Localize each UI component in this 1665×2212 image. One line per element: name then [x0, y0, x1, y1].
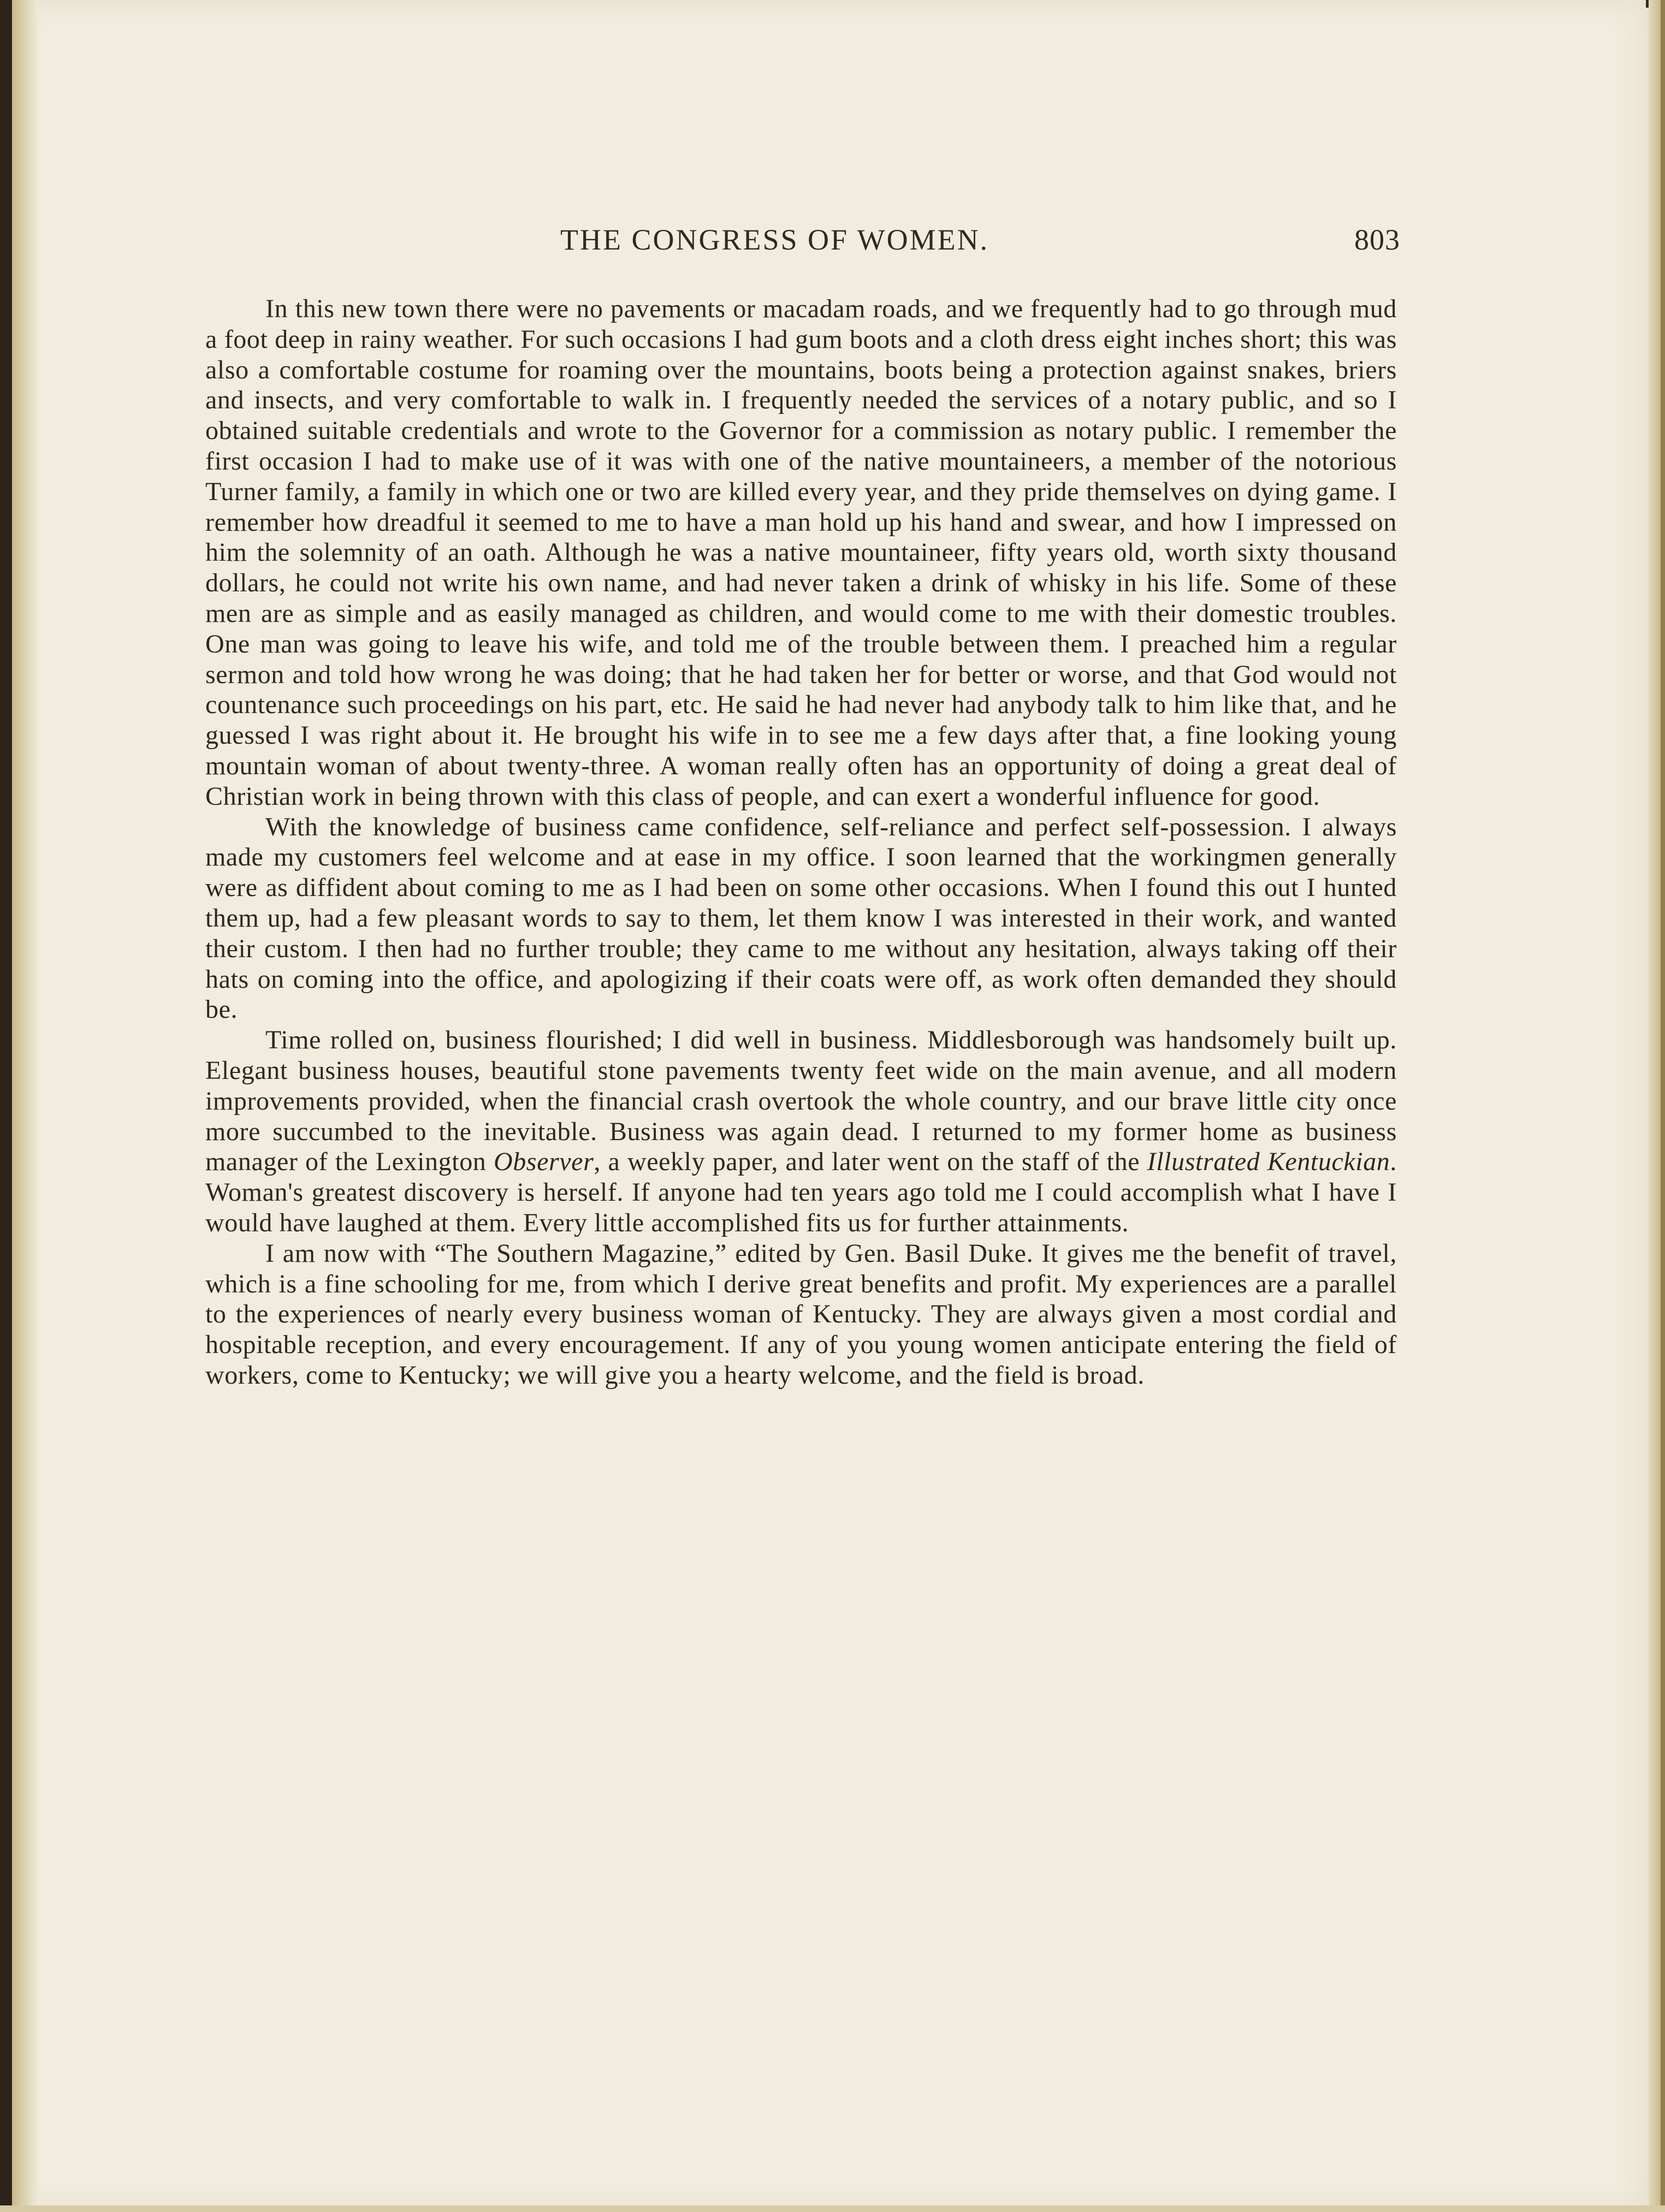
- book-page: [8, 0, 1646, 2212]
- paragraph-4: [205, 1238, 1397, 1391]
- body-text: [205, 294, 1397, 1391]
- text-run: . Woman's greatest discovery is herself. If anyone had ten years ago told me I could accomplish what I have I would have laughed at them. Every little accomplished fits us for further attainments.: [205, 1147, 1397, 1237]
- running-title: THE CONGRESS OF WOMEN.: [560, 223, 989, 256]
- running-head: [210, 223, 1400, 261]
- text-run: I am now with “The Southern Magazine,” edited by Gen. Basil Duke. It gives me the benefit of travel, which is a fine schooling for me, from which I derive great benefits and profit. My experiences are a parallel to the experiences of nearly every business woman of Kentucky. They are always given a most cordial and hospitable reception, and every encouragement. If any of you young women anticipate entering the field of workers, come to Kentucky; we will give you a hearty welcome, and the field is broad.: [205, 1238, 1397, 1390]
- paragraph-1: [205, 294, 1397, 812]
- paragraph-3: [205, 1025, 1397, 1238]
- text-run: , a weekly paper, and later went on the staff of the: [594, 1147, 1147, 1177]
- book-bottom-edge: [0, 2205, 1665, 2212]
- book-left-gutter: [12, 0, 38, 2212]
- paragraph-2: [205, 812, 1397, 1025]
- text-run: In this new town there were no pavements or macadam roads, and we frequently had to go through mud a foot deep in rainy weather. For such occasions I had gum boots and a cloth dress eight inches short; this was also a comfortable costume for roaming over the mountains, boots being a protection against snakes, briers and insects, and very comfortable to walk in. I frequently needed the services of a notary public, and so I obtained suitable credentials and wrote to the Governor for a commission as notary public. I remember the first occasion I had to make use of it was with one of the native mountaineers, a member of the notorious Turner family, a family in which one or two are killed every year, and they pride themselves on dying game. I remember how dreadful it seemed to me to have a man hold up his hand and swear, and how I impressed on him the solemnity of an oath. Although he was a native mountaineer, fifty years old, worth sixty thousand dollars, he could not write his own name, and had never taken a drink of whisky in his life. Some of these men are as simple and as easily managed as children, and would come to me with their domestic troubles. One man was going to leave his wife, and told me of the trouble between them. I preached him a regular sermon and told how wrong he was doing; that he had taken her for better or worse, and that God would not countenance such proceedings on his part, etc. He said he had never had anybody talk to him like that, and he guessed I was right about it. He brought his wife in to see me a few days after that, a fine looking young mountain woman of about twenty-three. A woman really often has an opportunity of doing a great deal of Christian work in being thrown with this class of people, and can exert a wonderful influence for good.: [205, 294, 1397, 811]
- italic-title-illustrated-kentuckian: Illustrated Kentuckian: [1147, 1147, 1390, 1177]
- text-run: With the knowledge of business came confidence, self-reliance and perfect self-possession. I always made my customers feel welcome and at ease in my office. I soon learned that the workingmen generally were as diffident about coming to me as I had been on some other occasions. When I found this out I hunted them up, had a few pleasant words to say to them, let them know I was interested in their work, and wanted their custom. I then had no further trouble; they came to me without any hesitation, always taking off their hats on coming into the office, and apologizing if their coats were off, as work often demanded they should be.: [205, 812, 1397, 1024]
- page-number: 803: [1354, 223, 1400, 256]
- text-run: Time rolled on, business flourished; I did well in business. Middlesborough was handsomely built up. Elegant business houses, beautiful stone pavements twenty feet wide on the main avenue, and all modern improvements provided, when the financial crash overtook the whole country, and our brave little city once more succumbed to the inevitable. Business was again dead. I returned to my former home as business manager of the Lexington: [205, 1025, 1397, 1177]
- book-right-edge-shadow: [1661, 0, 1665, 2212]
- italic-title-observer: Observer: [493, 1147, 594, 1177]
- book-left-binding: [0, 0, 12, 2212]
